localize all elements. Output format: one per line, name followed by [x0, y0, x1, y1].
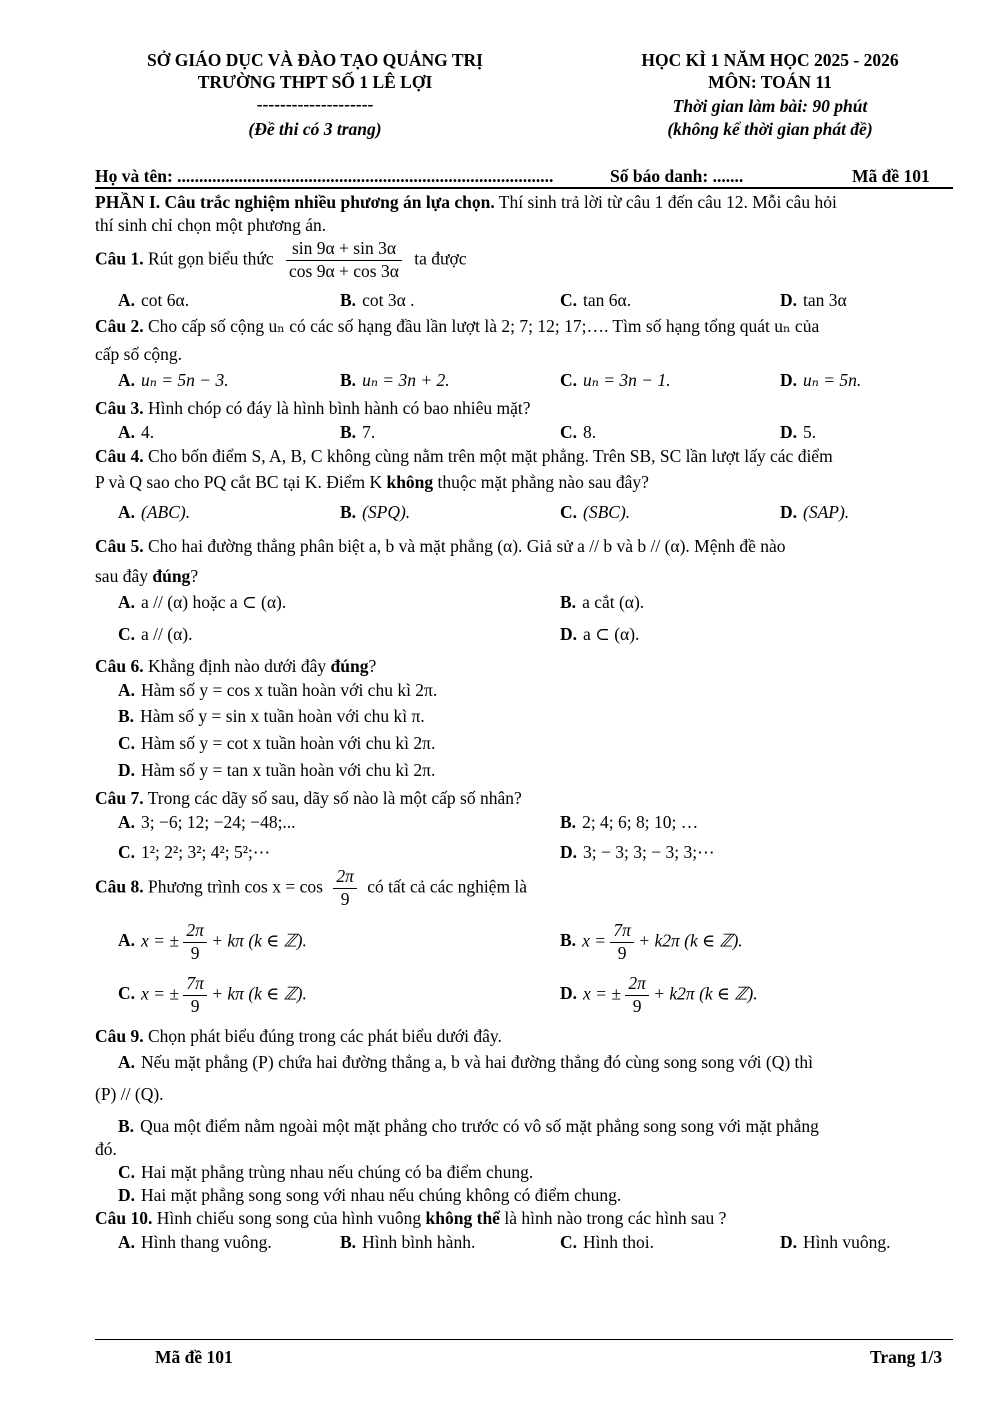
q1-option-c[interactable]: C. tan 6α.	[560, 290, 632, 310]
question-5-line2: sau đây đúng?	[95, 566, 199, 586]
question-9: Câu 9. Chọn phát biểu đúng trong các phát biểu dưới đây.	[95, 1026, 502, 1046]
q6-option-c[interactable]: C. Hàm số y = cot x tuần hoàn với chu kì 2π.	[118, 733, 436, 753]
q3-option-c[interactable]: C. 8.	[560, 422, 597, 442]
q5-option-b[interactable]: B. a cắt (α).	[560, 592, 645, 612]
q10-option-d[interactable]: D. Hình vuông.	[780, 1232, 891, 1252]
q8-option-c[interactable]: C. x = ± $\frac{7\pi}{9}$ + kπ (k ∈ ℤ).	[118, 973, 307, 1016]
q9-option-a[interactable]: A. Nếu mặt phẳng (P) chứa hai đường thẳng a, b và hai đường thẳng đó cùng song song với (Q) thì	[118, 1052, 814, 1072]
question-1: Câu 1. Rút gọn biểu thức $\frac{\sin 9\alpha + \sin 3\alpha}{\cos 9\alpha + \cos 3\alpha}$ ta được	[95, 238, 467, 281]
q9-option-b[interactable]: B. Qua một điểm nằm ngoài một mặt phẳng cho trước có vô số mặt phẳng song song với mặt phẳng	[118, 1116, 819, 1136]
q4-option-d[interactable]: D. (SAP).	[780, 502, 850, 522]
q1-option-d[interactable]: D. tan 3α	[780, 290, 847, 310]
q4-option-a[interactable]: A. (ABC).	[118, 502, 191, 522]
question-6: Câu 6. Khẳng định nào dưới đây đúng?	[95, 656, 377, 676]
exam-duration: Thời gian làm bài: 90 phút	[672, 96, 868, 116]
q2-option-a[interactable]: A. uₙ = 5n − 3.	[118, 370, 229, 390]
q8-option-d[interactable]: D. x = ± $\frac{2\pi}{9}$ + k2π (k ∈ ℤ).	[560, 973, 758, 1016]
header-divider: --------------------	[256, 94, 374, 114]
part1-intro-line2: thí sinh chỉ chọn một phương án.	[95, 215, 327, 235]
q10-option-a[interactable]: A. Hình thang vuông.	[118, 1232, 272, 1252]
q9-option-a-line2: (P) // (Q).	[95, 1084, 164, 1104]
q4-option-c[interactable]: C. (SBC).	[560, 502, 631, 522]
q1-option-a[interactable]: A. cot 6α.	[118, 290, 190, 310]
q2-option-b[interactable]: B. uₙ = 3n + 2.	[340, 370, 450, 390]
q2-option-c[interactable]: C. uₙ = 3n − 1.	[560, 370, 671, 390]
school-name: TRƯỜNG THPT SỐ 1 LÊ LỢI	[197, 72, 433, 92]
exam-code: Mã đề 101	[852, 166, 930, 186]
question-7: Câu 7. Trong các dãy số sau, dãy số nào là một cấp số nhân?	[95, 788, 522, 808]
q5-option-a[interactable]: A. a // (α) hoặc a ⊂ (α).	[118, 592, 287, 612]
q10-option-c[interactable]: C. Hình thoi.	[560, 1232, 654, 1252]
question-3: Câu 3. Hình chóp có đáy là hình bình hành có bao nhiêu mặt?	[95, 398, 531, 418]
question-10: Câu 10. Hình chiếu song song của hình vuông không thể là hình nào trong các hình sau ?	[95, 1208, 727, 1228]
part1-intro: PHẦN I. Câu trắc nghiệm nhiều phương án lựa chọn. Thí sinh trả lời từ câu 1 đến câu 12. Mỗi câu hỏi	[95, 192, 837, 212]
question-2-line2: cấp số cộng.	[95, 344, 182, 364]
q6-option-a[interactable]: A. Hàm số y = cos x tuần hoàn với chu kì 2π.	[118, 680, 438, 700]
question-2: Câu 2. Cho cấp số cộng uₙ có các số hạng đầu lần lượt là 2; 7; 12; 17;…. Tìm số hạng tổng quát uₙ của	[95, 316, 820, 336]
department-name: SỞ GIÁO DỤC VÀ ĐÀO TẠO QUẢNG TRỊ	[147, 50, 483, 70]
q5-option-d[interactable]: D. a ⊂ (α).	[560, 624, 640, 644]
q3-option-b[interactable]: B. 7.	[340, 422, 376, 442]
q10-option-b[interactable]: B. Hình bình hành.	[340, 1232, 476, 1252]
q6-option-b[interactable]: B. Hàm số y = sin x tuần hoàn với chu kì π.	[118, 706, 425, 726]
q7-option-d[interactable]: D. 3; − 3; 3; − 3; 3;⋯	[560, 842, 715, 862]
q8-option-b[interactable]: B. x = $\frac{7\pi}{9}$ + k2π (k ∈ ℤ).	[560, 920, 743, 963]
footer-page-number: Trang 1/3	[870, 1347, 943, 1367]
q7-option-c[interactable]: C. 1²; 2²; 3²; 4²; 5²;⋯	[118, 842, 271, 862]
exam-duration-note: (không kể thời gian phát đề)	[667, 119, 873, 139]
q5-option-c[interactable]: C. a // (α).	[118, 624, 193, 644]
exam-term: HỌC KÌ 1 NĂM HỌC 2025 - 2026	[641, 50, 899, 70]
q9-option-b-line2: đó.	[95, 1139, 117, 1159]
header-rule	[95, 187, 953, 189]
exam-subject: MÔN: TOÁN 11	[708, 72, 832, 92]
q9-option-d[interactable]: D. Hai mặt phẳng song song với nhau nếu chúng không có điểm chung.	[118, 1185, 622, 1205]
q7-option-b[interactable]: B. 2; 4; 6; 8; 10; …	[560, 812, 699, 832]
student-id-field: Số báo danh: .......	[610, 166, 744, 186]
page-count-note: (Đề thi có 3 trang)	[248, 119, 382, 139]
footer-rule	[95, 1339, 953, 1340]
q1-option-b[interactable]: B. cot 3α .	[340, 290, 415, 310]
student-name-field: Họ và tên: ......................................................................................	[95, 166, 554, 186]
footer-exam-code: Mã đề 101	[155, 1347, 233, 1367]
q9-option-c[interactable]: C. Hai mặt phẳng trùng nhau nếu chúng có ba điểm chung.	[118, 1162, 534, 1182]
question-4-line2: P và Q sao cho PQ cắt BC tại K. Điểm K không thuộc mặt phẳng nào sau đây?	[95, 472, 649, 492]
q4-option-b[interactable]: B. (SPQ).	[340, 502, 411, 522]
q3-option-a[interactable]: A. 4.	[118, 422, 155, 442]
question-8: Câu 8. Phương trình cos x = cos $\frac{2\pi}{9}$ có tất cả các nghiệm là	[95, 866, 528, 909]
q1-fraction: $\frac{\sin 9\alpha + \sin 3\alpha}{\cos 9\alpha + \cos 3\alpha}$	[286, 238, 402, 283]
q3-option-d[interactable]: D. 5.	[780, 422, 817, 442]
q6-option-d[interactable]: D. Hàm số y = tan x tuần hoàn với chu kì 2π.	[118, 760, 436, 780]
question-4: Câu 4. Cho bốn điểm S, A, B, C không cùng nằm trên một mặt phẳng. Trên SB, SC lần lượt lấy các điểm	[95, 446, 833, 466]
question-5: Câu 5. Cho hai đường thẳng phân biệt a, b và mặt phẳng (α). Giả sử a // b và b // (α). Mệnh đề nào	[95, 536, 786, 556]
q8-option-a[interactable]: A. x = ± $\frac{2\pi}{9}$ + kπ (k ∈ ℤ).	[118, 920, 307, 963]
q7-option-a[interactable]: A. 3; −6; 12; −24; −48;...	[118, 812, 296, 832]
q2-option-d[interactable]: D. uₙ = 5n.	[780, 370, 862, 390]
q8-fraction: $\frac{2\pi}{9}$	[333, 866, 357, 911]
